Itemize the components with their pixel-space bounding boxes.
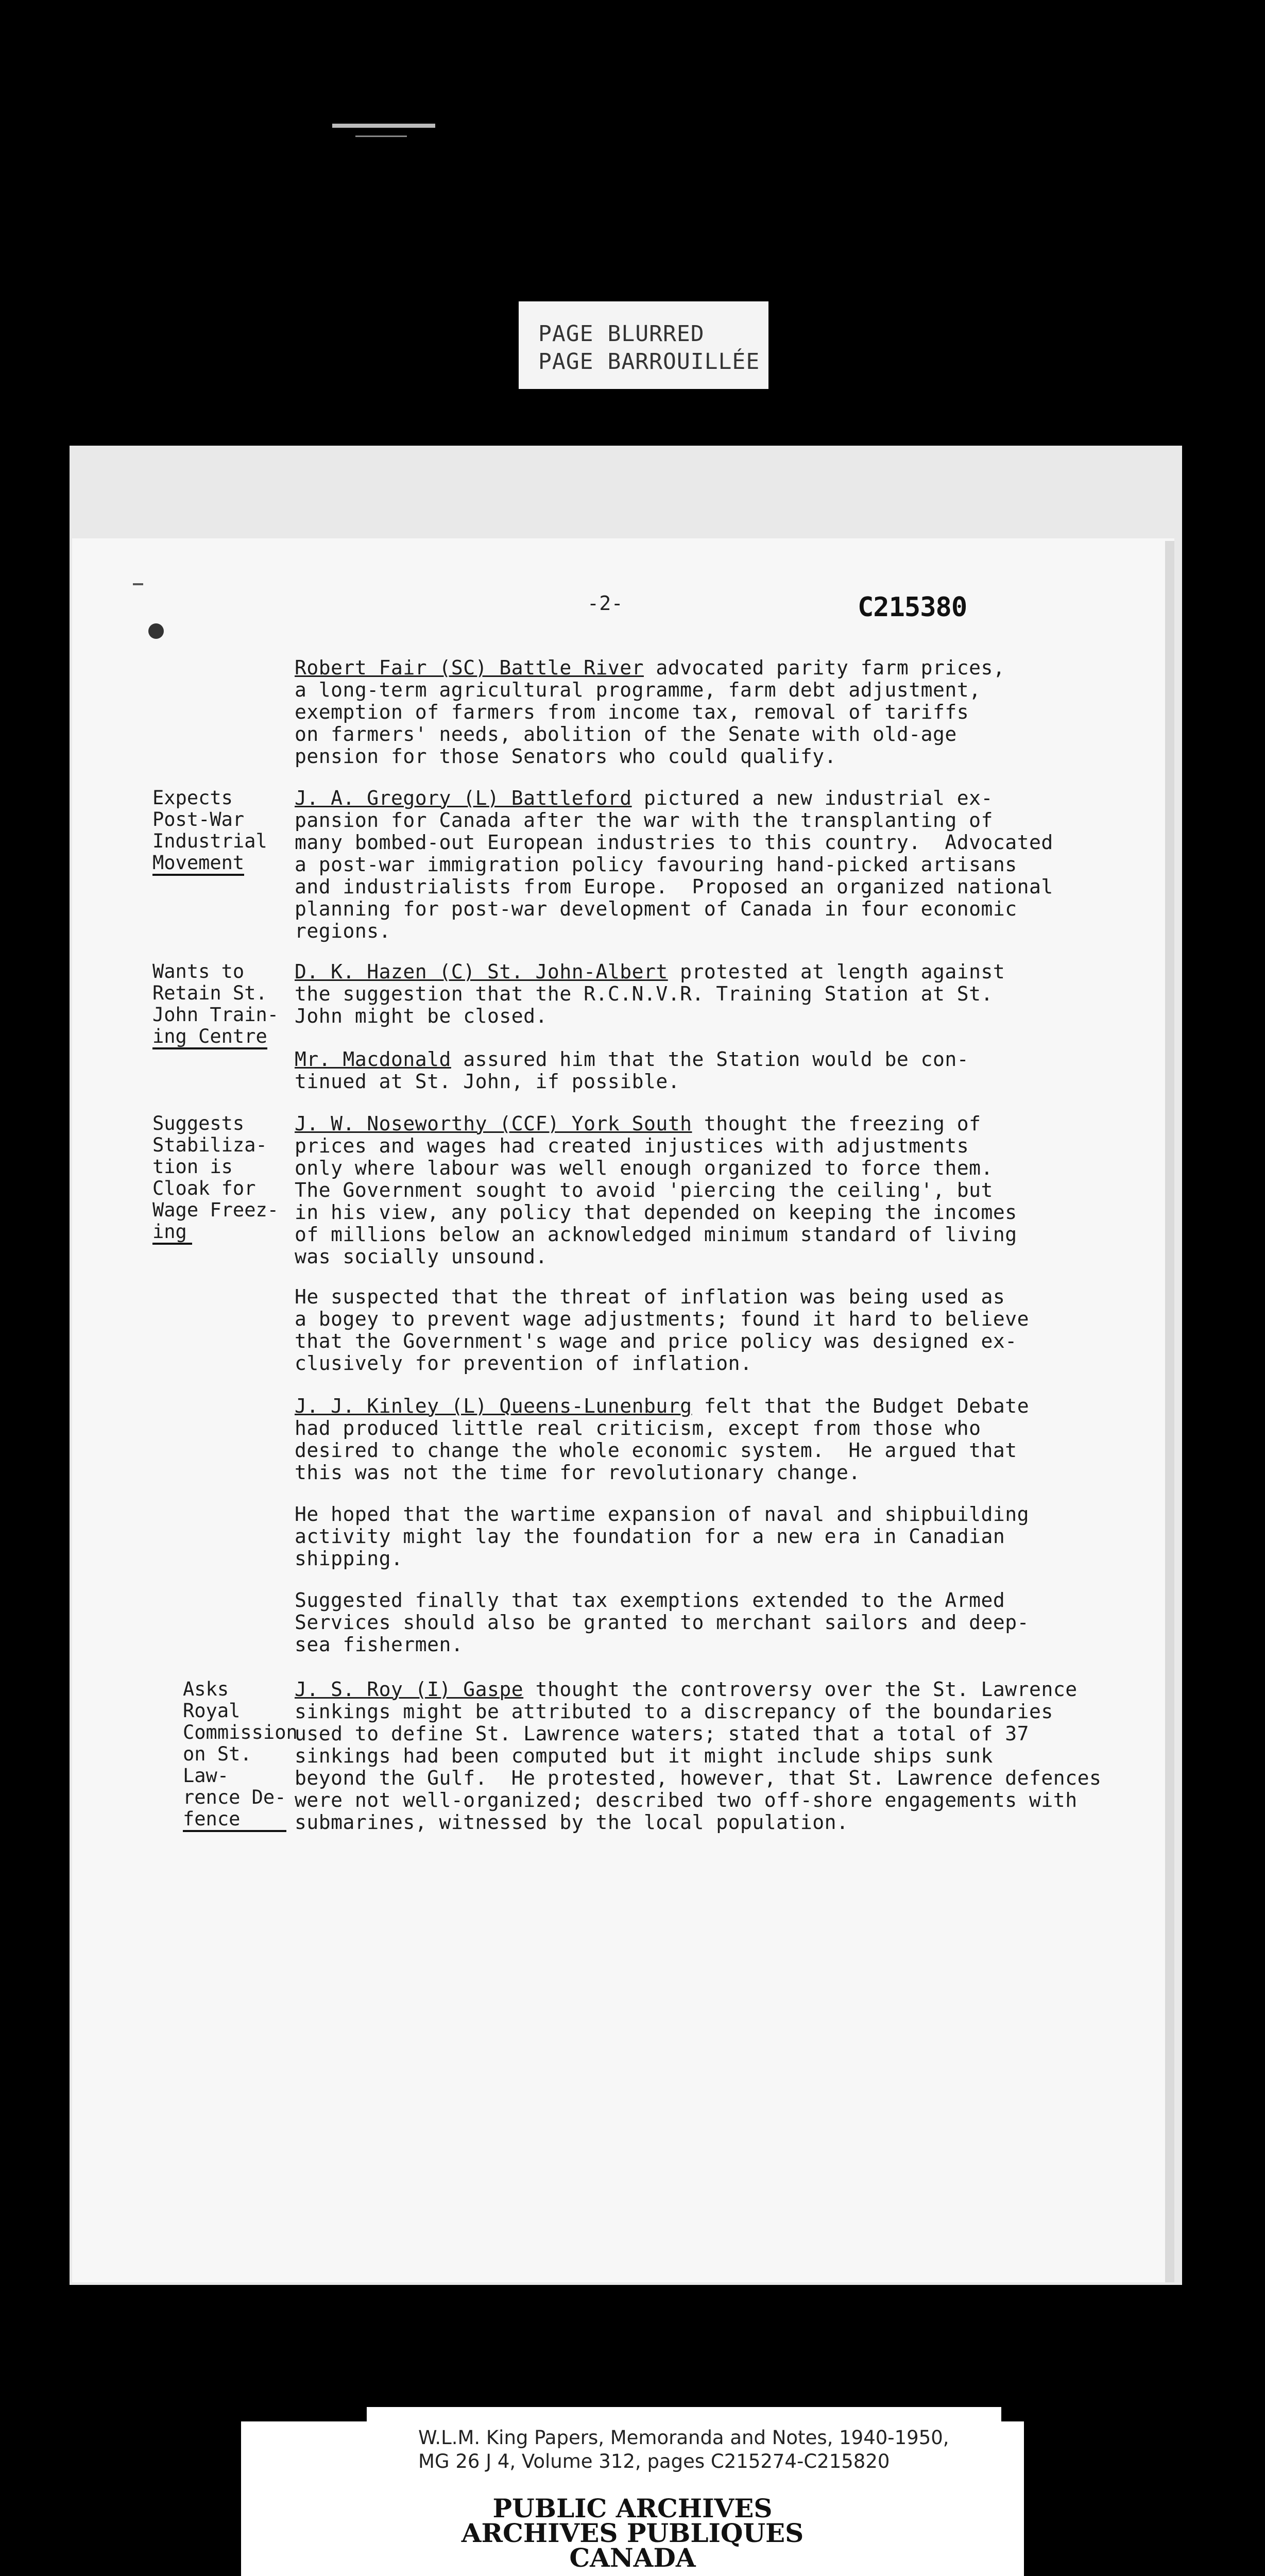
entry-line: a bogey to prevent wage adjustments; found it hard to believe [295, 1308, 1030, 1330]
entry-line: regions. [295, 920, 391, 942]
entry-line: that the Government's wage and price policy was designed ex- [295, 1330, 1017, 1352]
entry-roy [295, 1678, 1102, 1834]
margin-note-training [152, 961, 297, 1049]
margin-note-royal-commission [183, 1678, 298, 1832]
margin-note-line: ing [152, 1221, 192, 1245]
margin-note-line: Retain St. [152, 982, 267, 1004]
speaker-name: J. J. Kinley (L) Queens-Lunenburg [295, 1395, 692, 1417]
entry-line: tinued at St. John, if possible. [295, 1070, 680, 1093]
entry-line: had produced little real criticism, except from those who [295, 1417, 981, 1439]
page-blurred-stamp [519, 301, 768, 389]
entry-line: submarines, witnessed by the local population. [295, 1811, 849, 1834]
entry-line: Suggested finally that tax exemptions extended to the Armed [295, 1589, 1005, 1612]
margin-note-line: Stabiliza- [152, 1134, 267, 1156]
entry-line: on farmers' needs, abolition of the Senate with old-age [295, 723, 957, 745]
entry-line: advocated parity farm prices, [643, 656, 1005, 679]
page-number: -2- [587, 592, 624, 615]
entry-kinley [295, 1395, 1057, 1484]
margin-note-line: Wage Freez- [152, 1199, 279, 1221]
speaker-name: Robert Fair (SC) Battle River [295, 656, 644, 679]
entry-line: planning for post-war development of Canada in four economic [295, 897, 1017, 920]
entry-line: and industrialists from Europe. Proposed an organized national [295, 875, 1053, 898]
entry-line: in his view, any policy that depended on keeping the incomes [295, 1201, 1017, 1224]
speaker-name: D. K. Hazen (C) St. John-Albert [295, 960, 668, 983]
archives-line-english: PUBLIC ARCHIVES [492, 2493, 773, 2523]
margin-note-line: Movement [152, 852, 244, 876]
archives-line-french: ARCHIVES PUBLIQUES [461, 2518, 804, 2548]
entry-line: pansion for Canada after the war with the transplanting of [295, 809, 993, 832]
entry-line: He suspected that the threat of inflation was being used as [295, 1285, 1005, 1308]
archives-title [241, 2493, 1024, 2573]
punch-hole-mark [148, 623, 164, 639]
entry-line: pictured a new industrial ex- [631, 787, 993, 809]
margin-note-line: Cloak for [152, 1177, 256, 1199]
entry-line: shipping. [295, 1547, 403, 1570]
entry-line: activity might lay the foundation for a new era in Canadian [295, 1525, 1005, 1548]
film-mark [355, 135, 407, 137]
margin-note-line: Expects [152, 787, 233, 809]
entry-line: pension for those Senators who could qualify. [295, 745, 837, 768]
entry-noseworthy-cont [295, 1286, 1057, 1375]
entry-line: felt that the Budget Debate [692, 1395, 1030, 1417]
entry-line: were not well-organized; described two off-shore engagements with [295, 1789, 1078, 1811]
entry-kinley-shipping [295, 1503, 1057, 1570]
archives-line-country: CANADA [569, 2543, 696, 2573]
stamp-line-french: PAGE BARROUILLÉE [538, 349, 760, 375]
entry-line: the suggestion that the R.C.N.V.R. Training Station at St. [295, 982, 993, 1005]
margin-note-line: rence De- [183, 1786, 286, 1808]
page-edge-shadow [1165, 541, 1174, 2282]
margin-note-line: ing Centre [152, 1026, 267, 1049]
citation-line: W.L.M. King Papers, Memoranda and Notes, 1940-1950, [418, 2427, 949, 2449]
entry-line: sea fishermen. [295, 1633, 464, 1656]
margin-note-line: on St. Law- [183, 1743, 252, 1787]
entry-line: clusively for prevention of inflation. [295, 1352, 753, 1375]
entry-line: He hoped that the wartime expansion of naval and shipbuilding [295, 1503, 1030, 1526]
entry-line: many bombed-out European industries to this country. Advocated [295, 831, 1053, 854]
entry-line: this was not the time for revolutionary change. [295, 1461, 861, 1484]
entry-line: protested at length against [668, 960, 1005, 983]
entry-line: beyond the Gulf. He protested, however, that St. Lawrence defences [295, 1767, 1102, 1789]
entry-line: of millions below an acknowledged minimum standard of living [295, 1223, 1017, 1246]
margin-note-line: Commission [183, 1721, 298, 1743]
speaker-name: J. S. Roy (I) Gaspe [295, 1678, 524, 1701]
margin-note-line: fence [183, 1808, 286, 1832]
speaker-name: J. W. Noseworthy (CCF) York South [295, 1112, 692, 1135]
entry-line: desired to change the whole economic system. He argued that [295, 1439, 1017, 1462]
entry-noseworthy [295, 1113, 1057, 1268]
entry-macdonald [295, 1048, 1057, 1093]
entry-line: John might be closed. [295, 1005, 548, 1027]
margin-note-line: tion is [152, 1156, 233, 1178]
entry-kinley-tax [295, 1589, 1057, 1656]
speaker-name: J. A. Gregory (L) Battleford [295, 787, 632, 809]
stray-mark [133, 583, 143, 585]
entry-line: used to define St. Lawrence waters; stated that a total of 37 [295, 1722, 1030, 1745]
entry-line: exemption of farmers from income tax, removal of tariffs [295, 701, 969, 723]
margin-note-line: Asks [183, 1678, 229, 1700]
entry-line: Services should also be granted to merchant sailors and deep- [295, 1611, 1030, 1634]
entry-line: assured him that the Station would be con- [451, 1048, 969, 1071]
entry-line: thought the freezing of [692, 1112, 981, 1135]
margin-note-stabilization [152, 1113, 297, 1245]
margin-note-industrial [152, 787, 297, 876]
margin-note-line: Royal [183, 1700, 241, 1722]
film-mark [332, 124, 435, 128]
entry-line: a long-term agricultural programme, farm debt adjustment, [295, 679, 981, 701]
entry-line: prices and wages had created injustices with adjustments [295, 1134, 969, 1157]
margin-note-line: Wants to [152, 960, 245, 982]
entry-line: was socially unsound. [295, 1245, 548, 1268]
margin-note-line: Suggests [152, 1112, 245, 1134]
entry-hazen [295, 961, 1057, 1027]
entry-line: a post-war immigration policy favouring hand-picked artisans [295, 853, 1017, 876]
document-number: C215380 [858, 592, 967, 623]
entry-line: sinkings had been computed but it might include ships sunk [295, 1744, 993, 1767]
margin-note-line: John Train- [152, 1004, 279, 1026]
margin-note-line: Industrial [152, 830, 267, 852]
entry-fair [295, 657, 1057, 768]
entry-line: sinkings might be attributed to a discrepancy of the boundaries [295, 1700, 1053, 1723]
citation-line: MG 26 J 4, Volume 312, pages C215274-C215820 [418, 2450, 890, 2472]
entry-gregory [295, 787, 1057, 942]
speaker-name: Mr. Macdonald [295, 1048, 451, 1071]
entry-line: The Government sought to avoid 'piercing the ceiling', but [295, 1179, 993, 1201]
entry-line: only where labour was well enough organized to force them. [295, 1157, 993, 1179]
margin-note-line: Post-War [152, 808, 245, 831]
stamp-line-english: PAGE BLURRED [538, 321, 705, 347]
entry-line: thought the controversy over the St. Lawrence [523, 1678, 1078, 1701]
